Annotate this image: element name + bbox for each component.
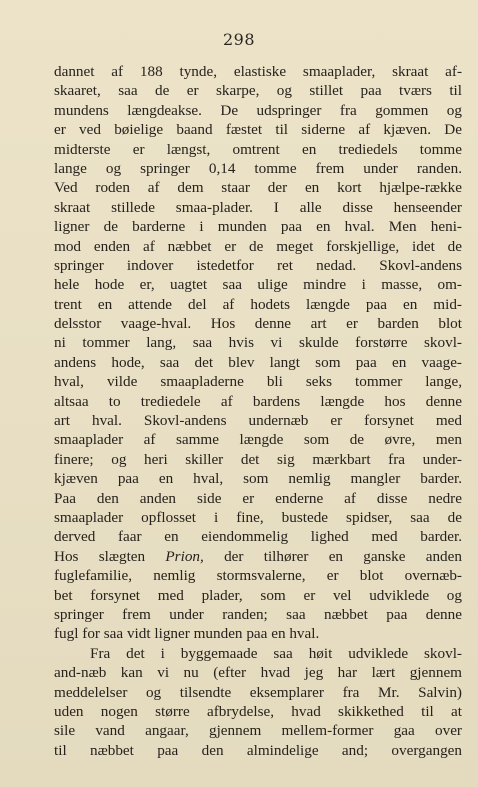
text-line: bet forsynet med plader, som er vel udviklede og: [54, 586, 462, 604]
text-line: fugl for saa vidt ligner munden paa en hval.: [54, 625, 320, 643]
text-line: derved faar en eiendommelig lighed med barder.: [54, 528, 462, 546]
text-line: mundens længdeakse. De udspringer fra gommen og: [54, 101, 462, 119]
text-line: hval, vilde smaapladerne bli seks tommer lange,: [54, 373, 462, 391]
text-line: springer frem under randen; saa næbbet paa denne: [54, 605, 462, 623]
text-line: dannet af 188 tynde, elastiske smaaplader, skraat af-: [54, 63, 462, 80]
text-line: ni tommer lang, saa hvis vi skulde forstørre skovl-: [54, 334, 462, 352]
text-line: springer indover istedetfor ret nedad. Skovl-andens: [54, 256, 462, 274]
text-line: andens hode, saa det blev langt som paa en vaage-: [54, 353, 462, 371]
text-line: uden nogen større afbrydelse, hvad skikkethed til at: [54, 702, 462, 720]
text-line-segment: der tilhører en ganske anden: [203, 547, 462, 565]
text-line: Ved roden af dem staar der en kort hjælpe-række: [54, 179, 462, 197]
text-line: fuglefamilie, nemlig stormsvalerne, er blot overnæb-: [54, 567, 462, 585]
body-text: [54, 62, 462, 760]
text-line: midterste er længst, omtrent en trediedels tomme: [54, 140, 462, 158]
text-line: [54, 547, 462, 566]
text-line: skaaret, saa de er skarpe, og stillet paa tværs til: [54, 82, 462, 100]
text-line: art hval. Skovl-andens undernæb er forsynet med: [54, 412, 462, 430]
page-number: 298: [222, 30, 256, 49]
text-line: til næbbet paa den almindelige and; overgangen: [54, 741, 462, 759]
text-line-segment: Hos slægten: [54, 547, 166, 565]
text-line: kjæven paa en hval, som nemlig mangler barder.: [54, 470, 462, 488]
text-line: meddelelser og tilsendte eksemplarer fra Mr. Salvin): [54, 683, 462, 701]
genus-name: Prion,: [165, 547, 204, 565]
text-line: hele hode er, uagtet saa ulige mindre i masse, om-: [54, 276, 462, 294]
text-line: skraat stillede smaa-plader. I alle disse henseender: [54, 198, 462, 216]
text-line: Paa den anden side er enderne af disse nedre: [54, 489, 462, 507]
text-line: smaaplader opflosset i fine, bustede spidser, saa de: [54, 508, 462, 526]
text-line: lange og springer 0,14 tomme frem under randen.: [54, 159, 462, 177]
text-line: mod enden af næbbet er de meget forskjellige, idet de: [54, 237, 462, 255]
text-line: finere; og heri skiller det sig mærkbart fra under-: [54, 450, 462, 468]
text-line: trent en attende del af hodets længde paa en mid-: [54, 295, 462, 313]
text-line: er ved bøielige baand fæstet til siderne af kjæven. De: [54, 121, 462, 139]
text-line: Fra det i byggemaade saa høit udviklede skovl-: [90, 644, 462, 662]
text-line: and-næb kan vi nu (efter hvad jeg har lært gjennem: [54, 664, 462, 682]
text-line: ligner de barderne i munden paa en hval. Men heni-: [54, 218, 462, 236]
text-line: delsstor vaage-hval. Hos denne art er barden blot: [54, 315, 462, 333]
text-line: smaaplader af samme længde som de øvre, men: [54, 431, 462, 449]
text-line: altsaa to trediedele af bardens længde hos denne: [54, 392, 462, 410]
text-line: sile vand angaar, gjennem mellem-former gaa over: [54, 722, 462, 740]
